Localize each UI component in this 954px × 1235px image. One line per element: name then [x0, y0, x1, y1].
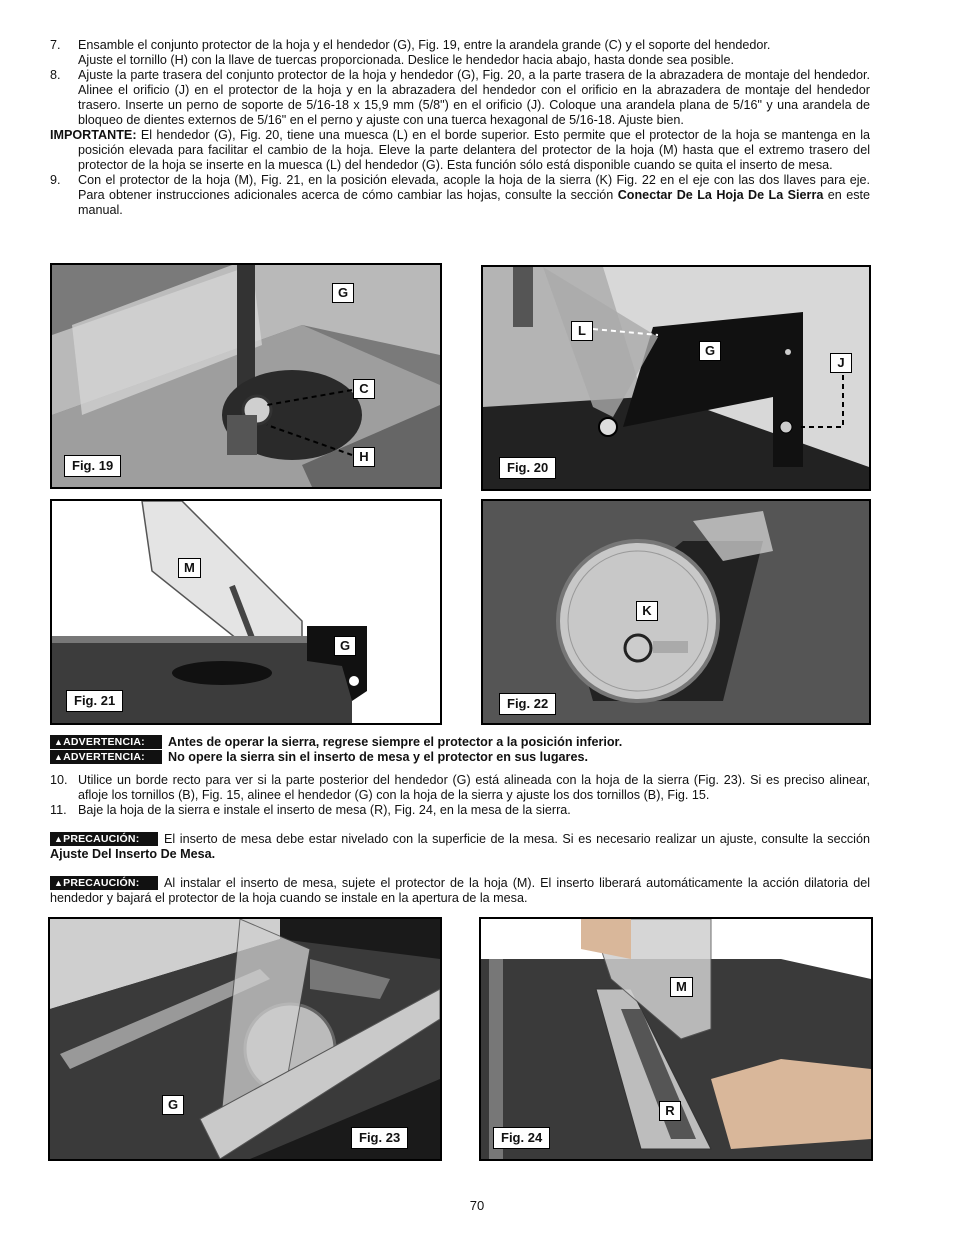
figure-23 — [48, 917, 442, 1161]
step-9: 9. Con el protector de la hoja (M), Fig. 21, en la posición elevada, acople la hoja de la sierra (K) Fig. 22 en el eje con las dos llaves para eje. Para obtener instrucciones adicionales acerca de cómo cambiar las hojas, consulte la sección Conectar De La Hoja De La Sierra en este manual. — [50, 173, 870, 217]
step-11: 11. Baje la hoja de la sierra e instale el inserto de mesa (R), Fig. 24, en la mesa de la sierra. — [50, 803, 571, 817]
fig21-caption: Fig. 21 — [66, 690, 123, 712]
caution-tag: ▲PRECAUCIÓN: — [50, 876, 158, 890]
fig19-label-g: G — [332, 283, 354, 303]
fig19-caption: Fig. 19 — [64, 455, 121, 477]
warning-triangle-icon: ▲ — [54, 834, 64, 844]
fig24-label-r: R — [659, 1101, 681, 1121]
fig22-label-k: K — [636, 601, 658, 621]
page-number: 70 — [469, 1198, 485, 1213]
figure-19 — [50, 263, 442, 489]
fig22-caption: Fig. 22 — [499, 693, 556, 715]
fig20-label-l: L — [571, 321, 593, 341]
fig19-label-h: H — [353, 447, 375, 467]
warning-triangle-icon: ▲ — [54, 752, 64, 762]
fig20-photo — [483, 267, 869, 489]
fig19-label-c: C — [353, 379, 375, 399]
figure-20 — [481, 265, 871, 491]
fig24-photo — [481, 919, 871, 1159]
step-7: 7. Ensamble el conjunto protector de la hoja y el hendedor (G), Fig. 19, entre la arandela grande (C) y el soporte del hendedor. Ajuste el tornillo (H) con la llave de tuercas proporcionada. Deslice le hendedor hacia abajo, hasta donde sea posible. — [50, 38, 771, 67]
caution-tag: ▲PRECAUCIÓN: — [50, 832, 158, 846]
instructions-mid — [50, 773, 870, 818]
fig20-caption: Fig. 20 — [499, 457, 556, 479]
fig21-label-m: M — [178, 558, 201, 578]
instructions-top — [50, 38, 870, 218]
fig22-photo — [483, 501, 869, 723]
fig23-photo — [50, 919, 440, 1159]
warning-2: ▲ADVERTENCIA: No opere la sierra sin el inserto de mesa y el protector en sus lugares. — [50, 750, 588, 765]
step-10: 10. Utilice un borde recto para ver si la parte posterior del hendedor (G) está alineada con la hoja de la sierra (Fig. 23). Si es preciso alinear, afloje los tornillos (B), Fig. 15, alinee el hendedor (G) con la hoja de la sierra y ajuste los dos tornillos (B), Fig. 15. — [50, 773, 870, 802]
fig21-label-g: G — [334, 636, 356, 656]
fig23-caption: Fig. 23 — [351, 1127, 408, 1149]
step-8: 8. Ajuste la parte trasera del conjunto protector de la hoja y hendedor (G), Fig. 20, a la parte trasera de la abrazadera de montaje del hendedor. Alinee el orificio (J) en el protector de la hoja y en la abrazadera del hendedor con el orificio en la abrazadera de montaje del hendedor trasero. Inserte un perno de soporte de 5/16-18 x 15,9 mm (5/8") en el orificio (J). Coloque una arandela plana de 5/16" y una arandela de bloqueo de dientes externos de 5/16" en el perno y ajuste con una tuerca hexagonal de 5/16-18. Ajuste bien. — [50, 68, 870, 127]
importante-note: IMPORTANTE: El hendedor (G), Fig. 20, tiene una muesca (L) en el borde superior. Esto permite que el protector de la hoja se mantenga en la posición elevada para facilitar el cambio de la hoja. Eleve la parte delantera del protector de la hoja (M) hasta que el extremo trasero del protector de la hoja se inserte en la muesca (L) del hendedor (G). Esta función sólo está disponible cuando se quita el inserto de mesa. — [50, 128, 870, 172]
fig24-label-m: M — [670, 977, 693, 997]
figure-22 — [481, 499, 871, 725]
warning-1: ▲ADVERTENCIA: Antes de operar la sierra, regrese siempre el protector a la posición inferior. — [50, 735, 622, 750]
figure-21 — [50, 499, 442, 725]
caution-1: ▲PRECAUCIÓN: El inserto de mesa debe estar nivelado con la superficie de la mesa. Si es necesario realizar un ajuste, consulte la sección Ajuste Del Inserto De Mesa. — [50, 832, 870, 861]
warning-tag: ▲ADVERTENCIA: — [50, 735, 162, 749]
fig24-caption: Fig. 24 — [493, 1127, 550, 1149]
warning-triangle-icon: ▲ — [54, 737, 64, 747]
fig20-label-g: G — [699, 341, 721, 361]
figure-24 — [479, 917, 873, 1161]
warning-tag: ▲ADVERTENCIA: — [50, 750, 162, 764]
fig20-label-j: J — [830, 353, 852, 373]
warning-triangle-icon: ▲ — [54, 878, 64, 888]
fig19-photo — [52, 265, 440, 487]
fig23-label-g: G — [162, 1095, 184, 1115]
caution-2: ▲PRECAUCIÓN: Al instalar el inserto de mesa, sujete el protector de la hoja (M). El inserto liberará automáticamente la acción dilatoria del hendedor y bajará el protector de la hoja cuando se instale en la apertura de la mesa. — [50, 876, 870, 905]
